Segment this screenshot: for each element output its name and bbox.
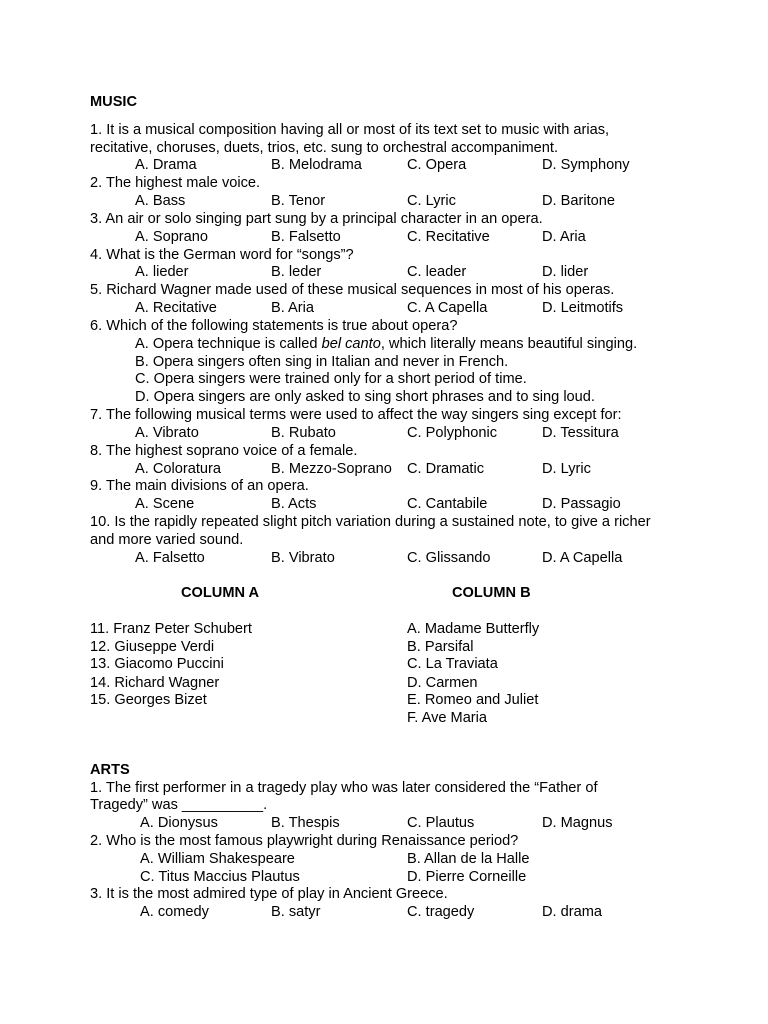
- question-8-options: [0, 461, 768, 479]
- question-8: 8. The highest soprano voice of a female.: [90, 443, 358, 459]
- arts-question-1-line-1: 1. The first performer in a tragedy play who was later considered the “Father of: [90, 780, 598, 796]
- column-b-item: A. Madame Butterfly: [407, 621, 540, 637]
- question-3: 3. An air or solo singing part sung by a principal character in an opera.: [90, 211, 543, 227]
- section-heading-arts: ARTS: [90, 762, 130, 778]
- column-a-item: 12. Giuseppe Verdi: [90, 639, 215, 655]
- option-d: D. Symphony: [542, 157, 630, 173]
- option-c: C. Polyphonic: [407, 425, 498, 441]
- option-a-text-start: A. Opera technique is called: [135, 336, 322, 352]
- option-b: B. satyr: [271, 904, 321, 920]
- option-a: A. Dionysus: [140, 815, 218, 831]
- option-c: C. A Capella: [407, 300, 488, 316]
- option-d: D. Magnus: [542, 815, 613, 831]
- question-6-option-a: [135, 336, 637, 352]
- option-c: C. Glissando: [407, 550, 491, 566]
- option-c: C. tragedy: [407, 904, 475, 920]
- option-a: A. Coloratura: [135, 461, 221, 477]
- question-7: 7. The following musical terms were used to affect the way singers sing except for:: [90, 407, 622, 423]
- arts-question-1-options: [0, 815, 768, 833]
- option-a: A. Vibrato: [135, 425, 199, 441]
- option-d: D. A Capella: [542, 550, 623, 566]
- question-2: 2. The highest male voice.: [90, 175, 261, 191]
- option-a: A. Bass: [135, 193, 186, 209]
- question-1-line-1: 1. It is a musical composition having all or most of its text set to music with arias,: [90, 122, 610, 138]
- question-1-line-2: recitative, choruses, duets, trios, etc. sung to orchestral accompaniment.: [90, 140, 559, 156]
- option-b: B. Aria: [271, 300, 314, 316]
- option-a: A. Recitative: [135, 300, 217, 316]
- bel-canto-term: bel canto: [321, 336, 381, 352]
- option-a: A. William Shakespeare: [140, 851, 295, 867]
- question-10-line-2: and more varied sound.: [90, 532, 244, 548]
- question-5-options: [0, 300, 768, 318]
- option-d: D. lider: [542, 264, 589, 280]
- arts-question-3-options: [0, 904, 768, 922]
- question-2-options: [0, 193, 768, 211]
- question-3-options: [0, 229, 768, 247]
- column-a-item: 13. Giacomo Puccini: [90, 656, 224, 672]
- option-c: C. leader: [407, 264, 467, 280]
- column-b-item: D. Carmen: [407, 675, 478, 691]
- question-4-options: [0, 264, 768, 282]
- column-a-item: 11. Franz Peter Schubert: [90, 621, 252, 637]
- option-c: C. Plautus: [407, 815, 475, 831]
- option-b: B. Vibrato: [271, 550, 335, 566]
- column-a-item: 14. Richard Wagner: [90, 675, 220, 691]
- option-b: B. Tenor: [271, 193, 326, 209]
- option-c: C. Recitative: [407, 229, 490, 245]
- option-d: D. Passagio: [542, 496, 621, 512]
- option-d: D. drama: [542, 904, 603, 920]
- option-a: A. Drama: [135, 157, 197, 173]
- column-b-heading: COLUMN B: [452, 585, 531, 601]
- option-a: A. lieder: [135, 264, 189, 280]
- question-6: 6. Which of the following statements is true about opera?: [90, 318, 458, 334]
- option-d: D. Leitmotifs: [542, 300, 624, 316]
- option-b: B. Acts: [271, 496, 317, 512]
- question-5: 5. Richard Wagner made used of these musical sequences in most of his operas.: [90, 282, 615, 298]
- question-4: 4. What is the German word for “songs”?: [90, 247, 354, 263]
- question-7-options: [0, 425, 768, 443]
- option-b: B. leder: [271, 264, 322, 280]
- question-9: 9. The main divisions of an opera.: [90, 478, 309, 494]
- option-a: A. Falsetto: [135, 550, 205, 566]
- option-d: D. Aria: [542, 229, 586, 245]
- column-a-item: 15. Georges Bizet: [90, 692, 207, 708]
- question-1-options: [0, 157, 768, 175]
- arts-question-2: 2. Who is the most famous playwright during Renaissance period?: [90, 833, 519, 849]
- option-d: D. Pierre Corneille: [407, 869, 527, 885]
- option-a: A. comedy: [140, 904, 209, 920]
- option-a: A. Soprano: [135, 229, 209, 245]
- question-6-option-c: C. Opera singers were trained only for a short period of time.: [135, 371, 527, 387]
- section-heading-music: MUSIC: [90, 94, 138, 110]
- question-10-line-1: 10. Is the rapidly repeated slight pitch variation during a sustained note, to give a richer: [90, 514, 651, 530]
- option-a-text-end: , which literally means beautiful singing.: [380, 336, 638, 352]
- option-b: B. Falsetto: [271, 229, 341, 245]
- question-6-option-d: D. Opera singers are only asked to sing short phrases and to sing loud.: [135, 389, 595, 405]
- arts-question-1-line-2: Tragedy” was __________.: [90, 797, 268, 813]
- option-d: D. Lyric: [542, 461, 591, 477]
- option-a: A. Scene: [135, 496, 195, 512]
- option-d: D. Baritone: [542, 193, 616, 209]
- column-b-item: C. La Traviata: [407, 656, 498, 672]
- option-c: C. Titus Maccius Plautus: [140, 869, 300, 885]
- column-a-heading: COLUMN A: [181, 585, 260, 601]
- option-c: C. Dramatic: [407, 461, 485, 477]
- option-c: C. Lyric: [407, 193, 456, 209]
- option-b: B. Allan de la Halle: [407, 851, 530, 867]
- question-10-options: [0, 550, 768, 568]
- option-c: C. Opera: [407, 157, 467, 173]
- question-6-option-b: B. Opera singers often sing in Italian and never in French.: [135, 354, 509, 370]
- question-9-options: [0, 496, 768, 514]
- column-b-item: F. Ave Maria: [407, 710, 488, 726]
- option-b: B. Mezzo-Soprano: [271, 461, 392, 477]
- option-c: C. Cantabile: [407, 496, 488, 512]
- option-d: D. Tessitura: [542, 425, 619, 441]
- option-b: B. Rubato: [271, 425, 336, 441]
- option-b: B. Melodrama: [271, 157, 362, 173]
- arts-question-3: 3. It is the most admired type of play in Ancient Greece.: [90, 886, 448, 902]
- column-b-item: B. Parsifal: [407, 639, 474, 655]
- column-b-item: E. Romeo and Juliet: [407, 692, 539, 708]
- option-b: B. Thespis: [271, 815, 340, 831]
